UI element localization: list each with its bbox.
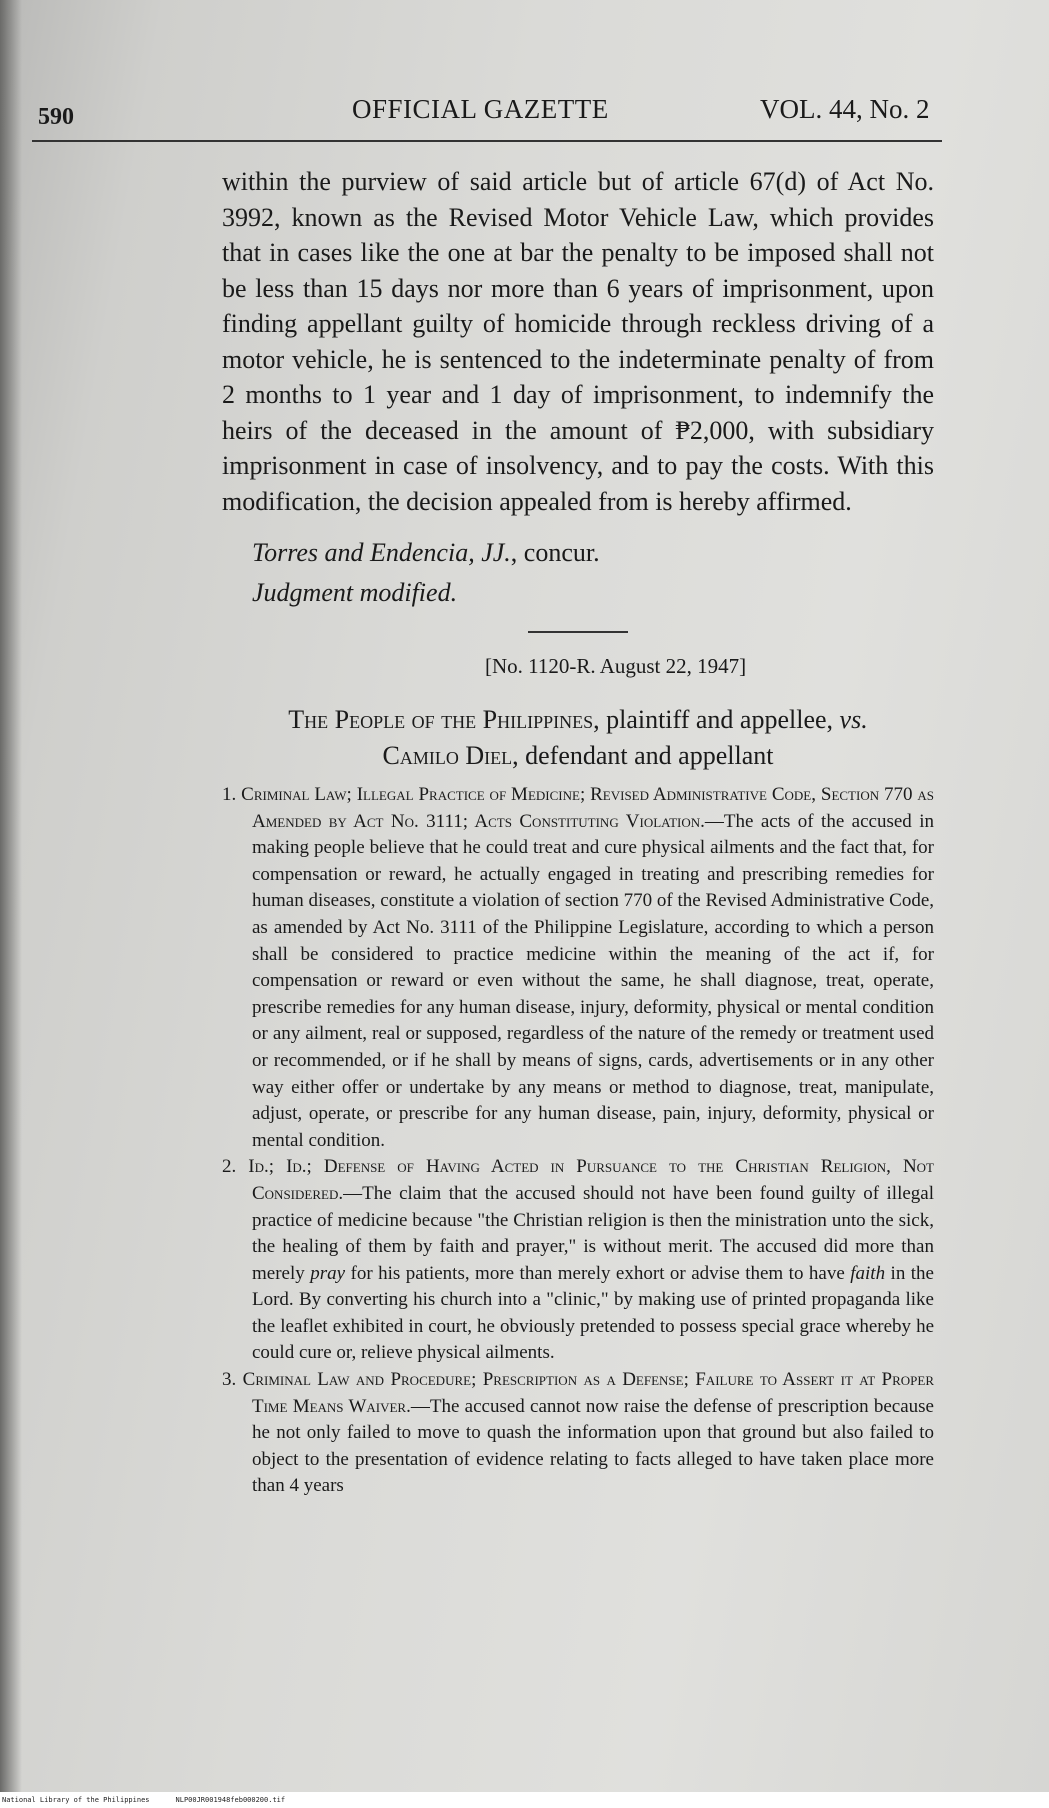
volume-number: VOL. 44, No. 2 — [760, 94, 930, 124]
syllabus-item — [222, 1154, 934, 1367]
syllabus-heading: Criminal Law; Illegal Practice of Medicine; Revised Administrative Code, Section 770 as Amended by Act No. 3111; Acts Constituting Violation. — [241, 784, 935, 832]
running-title: OFFICIAL GAZETTE — [352, 94, 609, 124]
syllabus-heading: Id.; Id.; Defense of Having Acted in Pursuance to the Christian Religion, Not Considered. — [248, 1156, 934, 1204]
versus: vs. — [839, 705, 868, 734]
syllabus-item — [222, 782, 934, 1154]
syllabus-text: —The claim that the accused should not have been found guilty of illegal practice of medicine because "the Christian religion is then the ministration unto the sick, the healing of them by faith and prayer," is without merit. The accused did more than merely — [252, 1182, 934, 1284]
header-rule — [32, 140, 942, 142]
syllabus-text: in the Lord. By converting his church into a "clinic," by making use of printed propaganda like the leaflet exhibited in court, he obviously pretended to possess special grace whereby he could cure or, relieve physical ailments. — [252, 1262, 934, 1364]
syllabus-text: for his patients, more than merely exhort or advise them to have — [345, 1262, 851, 1284]
syllabus — [222, 782, 934, 1500]
scan-footer — [0, 1792, 1049, 1808]
syllabus-number: 1. — [222, 784, 242, 805]
syllabus-heading: Criminal Law and Procedure; Prescription as a Defense; Failure to Assert it at Proper Time Means Waiver. — [242, 1369, 934, 1417]
syllabus-text: —The accused cannot now raise the defense of prescription because he not only failed to move to quash the information upon that ground but also failed to object to the presentation of evidence relating to facts alleged to have taken place more than 4 years — [252, 1395, 934, 1497]
defendant-name: Camilo Diel — [382, 741, 513, 770]
opinion-paragraph: within the purview of said article but of article 67(d) of Act No. 3992, known as the Revised Motor Vehicle Law, which provides that in cases like the one at bar the penalty to be imposed shall not be less than 15 days nor more than 6 years of imprisonment, upon finding appellant guilty of homicide through reckless driving of a motor vehicle, he is sentenced to the indeterminate penalty of from 2 months to 1 year and 1 day of imprisonment, to indemnify the heirs of the deceased in the amount of ₱2,000, with subsidiary imprisonment in case of insolvency, and to pay the costs. With this modification, the decision appealed from is hereby affirmed. — [222, 167, 934, 516]
syllabus-emphasis: pray — [310, 1262, 346, 1284]
judgment-line: Judgment modified. — [252, 578, 458, 607]
binding-shadow — [0, 0, 22, 1792]
concurrence — [252, 538, 600, 568]
syllabus-number: 3. — [222, 1369, 243, 1391]
plaintiff-name: The People of the Philippines — [288, 705, 594, 734]
case-number: [No. 1120-R. August 22, 1947] — [485, 654, 747, 678]
plaintiff-role: , plaintiff and appellee, — [593, 705, 840, 734]
syllabus-text: —The acts of the accused in making people believe that he could treat and cure physical ailments and the fact that, for compensation or reward, he actually engaged in treating and prescribing remedies for human diseases, constitute a violation of section 770 of the Revised Administrative Code, as amended by Act No. 3111 of the Philippine Legislature, according to which a person shall be considered to practice medicine within the meaning of the act if, for compensation or reward or even without the same, he shall diagnose, treat, operate, prescribe remedies for any human disease, injury, deformity, physical or mental condition or any ailment, real or supposed, regardless of the nature of the remedy or treatment used or recommended, or if he shall by means of signs, cards, advertisements or in any other way either offer or undertake by any means or method to diagnose, treat, manipulate, adjust, operate, or prescribe for any human disease, pain, injury, deformity, physical or mental condition. — [252, 810, 934, 1151]
file-name: NLP00JR001948feb000200.tif — [175, 1796, 286, 1804]
concur-suffix: , concur. — [510, 538, 600, 567]
syllabus-item — [222, 1367, 934, 1500]
concurring-justices: Torres and Endencia, JJ. — [252, 538, 511, 567]
case-title — [222, 702, 934, 774]
syllabus-number: 2. — [222, 1156, 249, 1178]
defendant-role: , defendant and appellant — [512, 741, 774, 770]
library-credit: National Library of the Philippines — [2, 1796, 150, 1804]
section-divider — [528, 631, 628, 633]
syllabus-emphasis: faith — [850, 1262, 886, 1284]
opinion-text — [222, 164, 934, 519]
page-number: 590 — [38, 104, 74, 130]
